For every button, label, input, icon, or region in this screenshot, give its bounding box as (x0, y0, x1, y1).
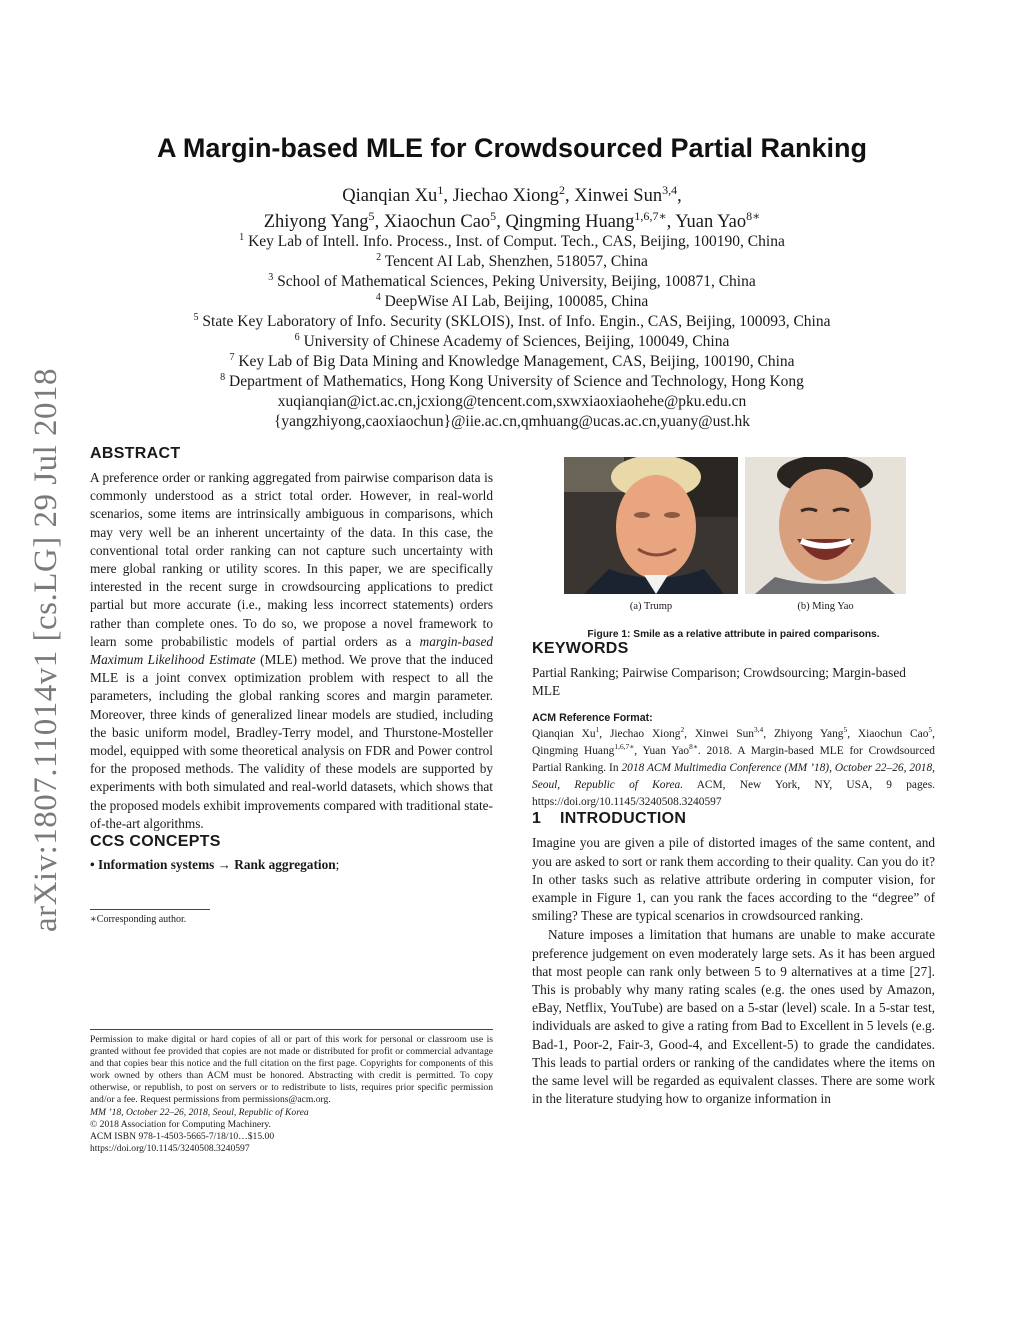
copyright-line: © 2018 Association for Computing Machinery. (90, 1118, 271, 1130)
corresponding-author-footnote: ∗Corresponding author. (90, 914, 187, 926)
permission-text: Permission to make digital or hard copies of all or part of this work for personal or classroom use is granted without fee provided that copies are not made or distributed for profit or commercial advantage and that copies bear this notice and the full citation on the first page. Copyrights for components of this work owned by others than ACM must be honored. Abstracting with credit is permitted. To copy otherwise, or republish, to post on servers or to redistribute to lists, requires prior specific permission and/or a fee. Request permissions from permissions@acm.org. (90, 1034, 493, 1106)
ccs-heading: CCS CONCEPTS (90, 833, 221, 851)
affiliation-list (0, 232, 1024, 432)
paper-title: A Margin-based MLE for Crowdsourced Partial Ranking (156, 133, 868, 163)
affiliation: $^6$ University of Chinese Academy of Sciences, Beijing, 100049, China (294, 331, 730, 350)
author-list (0, 183, 1024, 235)
arxiv-stamp: arXiv:1807.11014v1 [cs.LG] 29 Jul 2018 (28, 367, 64, 933)
abstract-text: A preference order or ranking aggregated from pairwise comparison data is commonly understood as a strict total order. However, in real-world scenarios, some items are intrinsically ambiguous in comparisons, which may very well be an inherent uncertainty of the data. In this case, the conventional total order ranking can not capture such uncertainty with mere global ranking or utility scores. In this paper, we are specifically interested in the recent surge in crowdsourcing applications to predict partial but more accurate (i.e., making less incorrect statements) orders rather than complete ones. To do so, we propose a novel framework to learn some probabilistic models of partial orders as a margin-based Maximum Likelihood Estimate (MLE) method. We prove that the induced MLE is a joint convex optimization problem with respect to all the parameters, including the global ranking scores and margin parameter. Moreover, three kinds of generalized linear models are studied, including the basic uniform model, Bradley-Terry model, and Thurstone-Mosteller model, equipped with some theoretical analysis on FDR and Power control for the proposed methods. The validity of these models are supported by experiments with both simulated and real-world datasets, which shows that the proposed models exhibit improvements compared with traditional state-of-the-art algorithms. (90, 470, 493, 831)
figure-caption: Figure 1: Smile as a relative attribute in paired comparisons. (587, 629, 880, 640)
trump-smile-photo (564, 457, 738, 594)
keywords-heading: KEYWORDS (532, 640, 629, 657)
abstract-heading: ABSTRACT (90, 445, 181, 462)
introduction-heading: 1 INTRODUCTION (532, 810, 687, 828)
email-line: xuqianqian@ict.ac.cn,jcxiong@tencent.com,sxwxiaoxiaohehe@pku.edu.cn (277, 393, 747, 410)
affiliation: $^7$ Key Lab of Big Data Mining and Knowledge Management, CAS, Beijing, 100190, China (229, 351, 795, 370)
affiliation: $^1$ Key Lab of Intell. Info. Process., Inst. of Comput. Tech., CAS, Beijing, 100190, China (239, 231, 785, 250)
acm-reference-heading: ACM Reference Format: (532, 712, 653, 725)
permission-block (90, 1029, 493, 1155)
acm-reference-text: Qianqian Xu$^1$, Jiechao Xiong$^2$, Xinwei Sun$^{3,4}$, Zhiyong Yang$^5$, Xiaochun Cao$^5$, Qingming Huang$^{1,6,7∗}$, Yuan Yao$^{8∗}$. 2018. A Margin-based MLE for Crowdsourced Partial Ranking. In 2018 ACM Multimedia Conference (MM ’18), October 22–26, 2018, Seoul, Republic of Korea. ACM, New York, NY, USA, 9 pages. https://doi.org/10.1145/3240508.3240597 (532, 725, 935, 808)
footnote-rule (90, 909, 210, 910)
author-line-1: Qianqian Xu$^1$, Jiechao Xiong$^2$, Xinwei Sun$^{3,4}$, (342, 182, 682, 206)
figure-1 (532, 453, 935, 631)
ccs-item: • Information systems → Rank aggregation; (90, 857, 340, 873)
yao-ming-smile-photo (745, 457, 906, 594)
email-line: {yangzhiyong,caoxiaochun}@iie.ac.cn,qmhuang@ucas.ac.cn,yuany@ust.hk (273, 413, 751, 430)
doi-line: https://doi.org/10.1145/3240508.3240597 (90, 1142, 250, 1154)
affiliation: $^8$ Department of Mathematics, Hong Kong University of Science and Technology, Hong Kong (220, 371, 804, 390)
conference-line: MM ’18, October 22–26, 2018, Seoul, Republic of Korea (90, 1106, 309, 1118)
author-line-2: Zhiyong Yang$^5$, Xiaochun Cao$^5$, Qingming Huang$^{1,6,7∗}$, Yuan Yao$^{8∗}$ (263, 208, 761, 232)
intro-paragraph-1: Imagine you are given a pile of distorted images of the same content, and you are asked to sort or rank them according to their quality. Can you do it? In other tasks such as relative attribute ordering in computer vision, for example in Figure 1, can you rank the faces according to the “degree” of smiling? These are typical scenarios in crowdsourced ranking. (532, 835, 935, 924)
affiliation: $^2$ Tencent AI Lab, Shenzhen, 518057, China (376, 251, 648, 270)
isbn-line: ACM ISBN 978-1-4503-5665-7/18/10…$15.00 (90, 1130, 275, 1142)
left-column (90, 445, 493, 925)
affiliation: $^4$ DeepWise AI Lab, Beijing, 100085, China (375, 291, 649, 310)
right-column (532, 453, 935, 1108)
subcaption-b: (b) Ming Yao (797, 601, 854, 612)
keywords-text: Partial Ranking; Pairwise Comparison; Crowdsourcing; Margin-based MLE (532, 665, 906, 699)
affiliation: $^3$ School of Mathematical Sciences, Peking University, Beijing, 100871, China (268, 271, 756, 290)
subcaption-a: (a) Trump (629, 601, 673, 612)
affiliation: $^5$ State Key Laboratory of Info. Security (SKLOIS), Inst. of Info. Engin., CAS, Beijing, 100093, China (193, 311, 831, 330)
intro-paragraph-2: Nature imposes a limitation that humans are unable to make accurate preference judgement on even moderately large sets. As it has been argued that most people can rank only between 5 to 9 alternatives at a time [27]. This is probably why many rating scales (e.g. the ones used by Amazon, eBay, Netflix, YouTube) are based on a 5-star (level) scale. In a 5-star test, individuals are asked to give a rating from Bad to Excellent in 5 levels (e.g. Bad-1, Poor-2, Fair-3, Good-4, and Excellent-5) to grade the candidates. This leads to partial orders or ranking of the candidates where the items on the same level will be regarded as equivalent classes. There are some work in the literature studying how to organize information in (532, 927, 935, 1107)
